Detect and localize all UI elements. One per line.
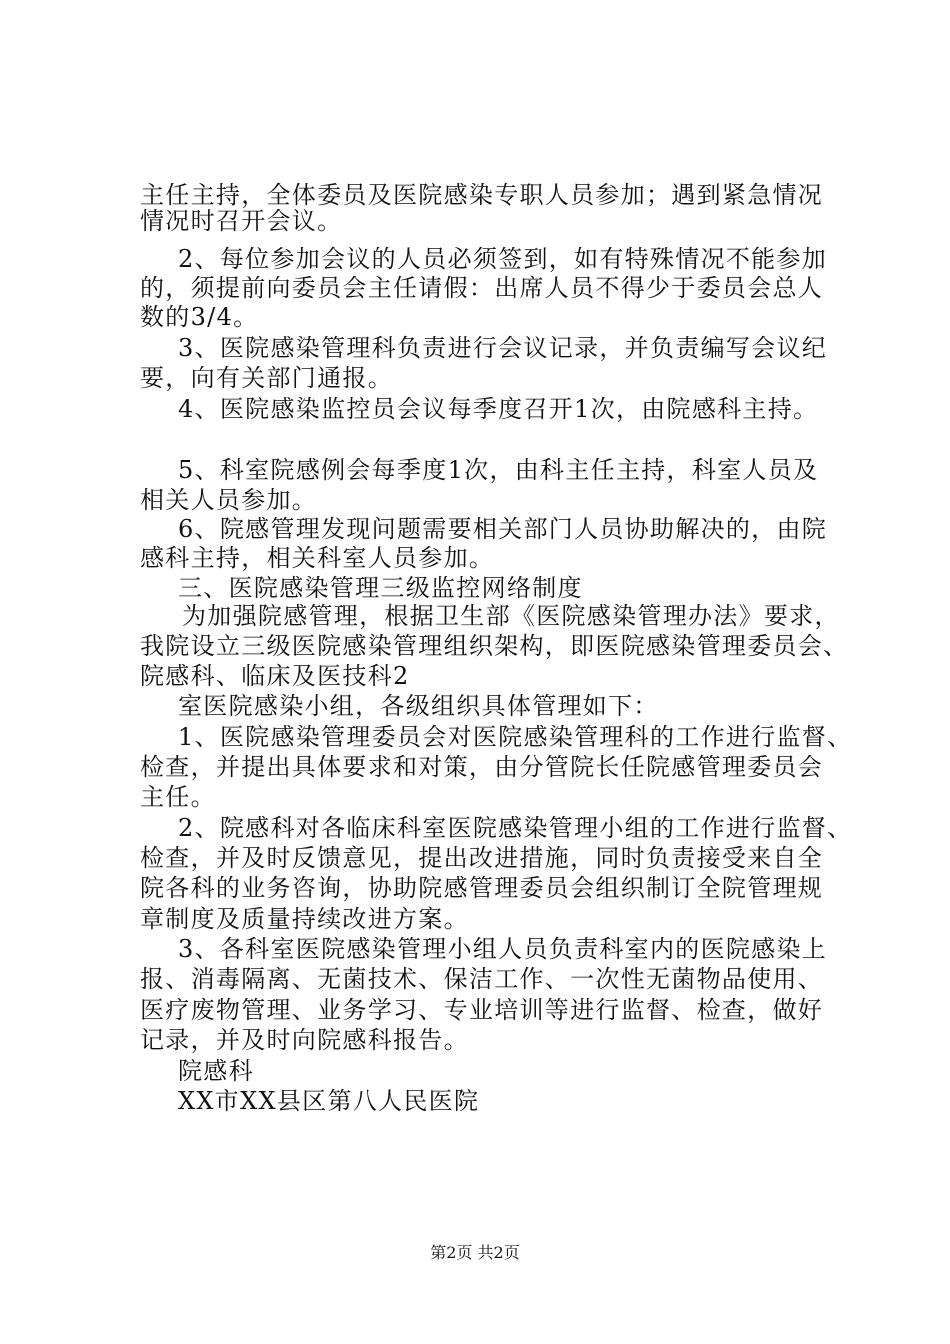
text-line: 4、医院感染监控员会议每季度召开1次，由院感科主持。 [178, 395, 819, 423]
text-line: 院感科、临床及医技科2 [140, 662, 410, 690]
text-line: 相关人员参加。 [140, 486, 318, 514]
text-line: 情况时召开会议。 [140, 207, 343, 235]
text-line: 检查，并提出具体要求和对策，由分管院长任院感管理委员会 [140, 753, 824, 781]
text-line: 3、医院感染管理科负责进行会议记录，并负责编写会议纪 [178, 334, 828, 362]
text-line: 章制度及质量持续改进方案。 [140, 905, 469, 933]
text-line: 数的3/4。 [140, 303, 259, 331]
signature-department: 院感科 [178, 1057, 254, 1085]
text-line: 报、消毒隔离、无菌技术、保洁工作、一次性无菌物品使用、 [140, 965, 824, 993]
text-line: 3、各科室医院感染管理小组人员负责科室内的医院感染上 [178, 935, 828, 963]
text-line: 记录，并及时向院感科报告。 [140, 1026, 469, 1054]
text-line: 的，须提前向委员会主任请假：出席人员不得少于委员会总人 [140, 274, 824, 302]
text-line: 主任主持，全体委员及医院感染专职人员参加；遇到紧急情况 [140, 181, 824, 209]
text-line: 医疗废物管理、业务学习、专业培训等进行监督、检查，做好 [140, 996, 824, 1024]
text-line: 我院设立三级医院感染管理组织架构，即医院感染管理委员会、 [140, 632, 849, 660]
signature-hospital: XX市XX县区第八人民医院 [178, 1087, 480, 1115]
text-line: 2、每位参加会议的人员必须签到，如有特殊情况不能参加 [178, 245, 828, 273]
text-line: 室医院感染小组，各级组织具体管理如下： [178, 692, 659, 720]
text-line: 检查，并及时反馈意见，提出改进措施，同时负责接受来自全 [140, 844, 824, 872]
text-line: 5、科室院感例会每季度1次，由科主任主持，科室人员及 [178, 456, 819, 484]
text-line: 2、院感科对各临床科室医院感染管理小组的工作进行监督、 [178, 814, 853, 842]
text-line: 院各科的业务咨询，协助院感管理委员会组织制订全院管理规 [140, 874, 824, 902]
text-line: 主任。 [140, 783, 216, 811]
page-number-footer: 第2页 共2页 [430, 1243, 520, 1262]
text-line: 为加强院感管理，根据卫生部《医院感染管理办法》要求， [182, 602, 840, 630]
text-line: 6、院感管理发现问题需要相关部门人员协助解决的，由院 [178, 515, 828, 543]
section-heading: 三、医院感染管理三级监控网络制度 [178, 574, 583, 602]
text-line: 感科主持，相关科室人员参加。 [140, 544, 495, 572]
text-line: 要，向有关部门通报。 [140, 364, 393, 392]
text-line: 1、医院感染管理委员会对医院感染管理科的工作进行监督、 [178, 723, 853, 751]
